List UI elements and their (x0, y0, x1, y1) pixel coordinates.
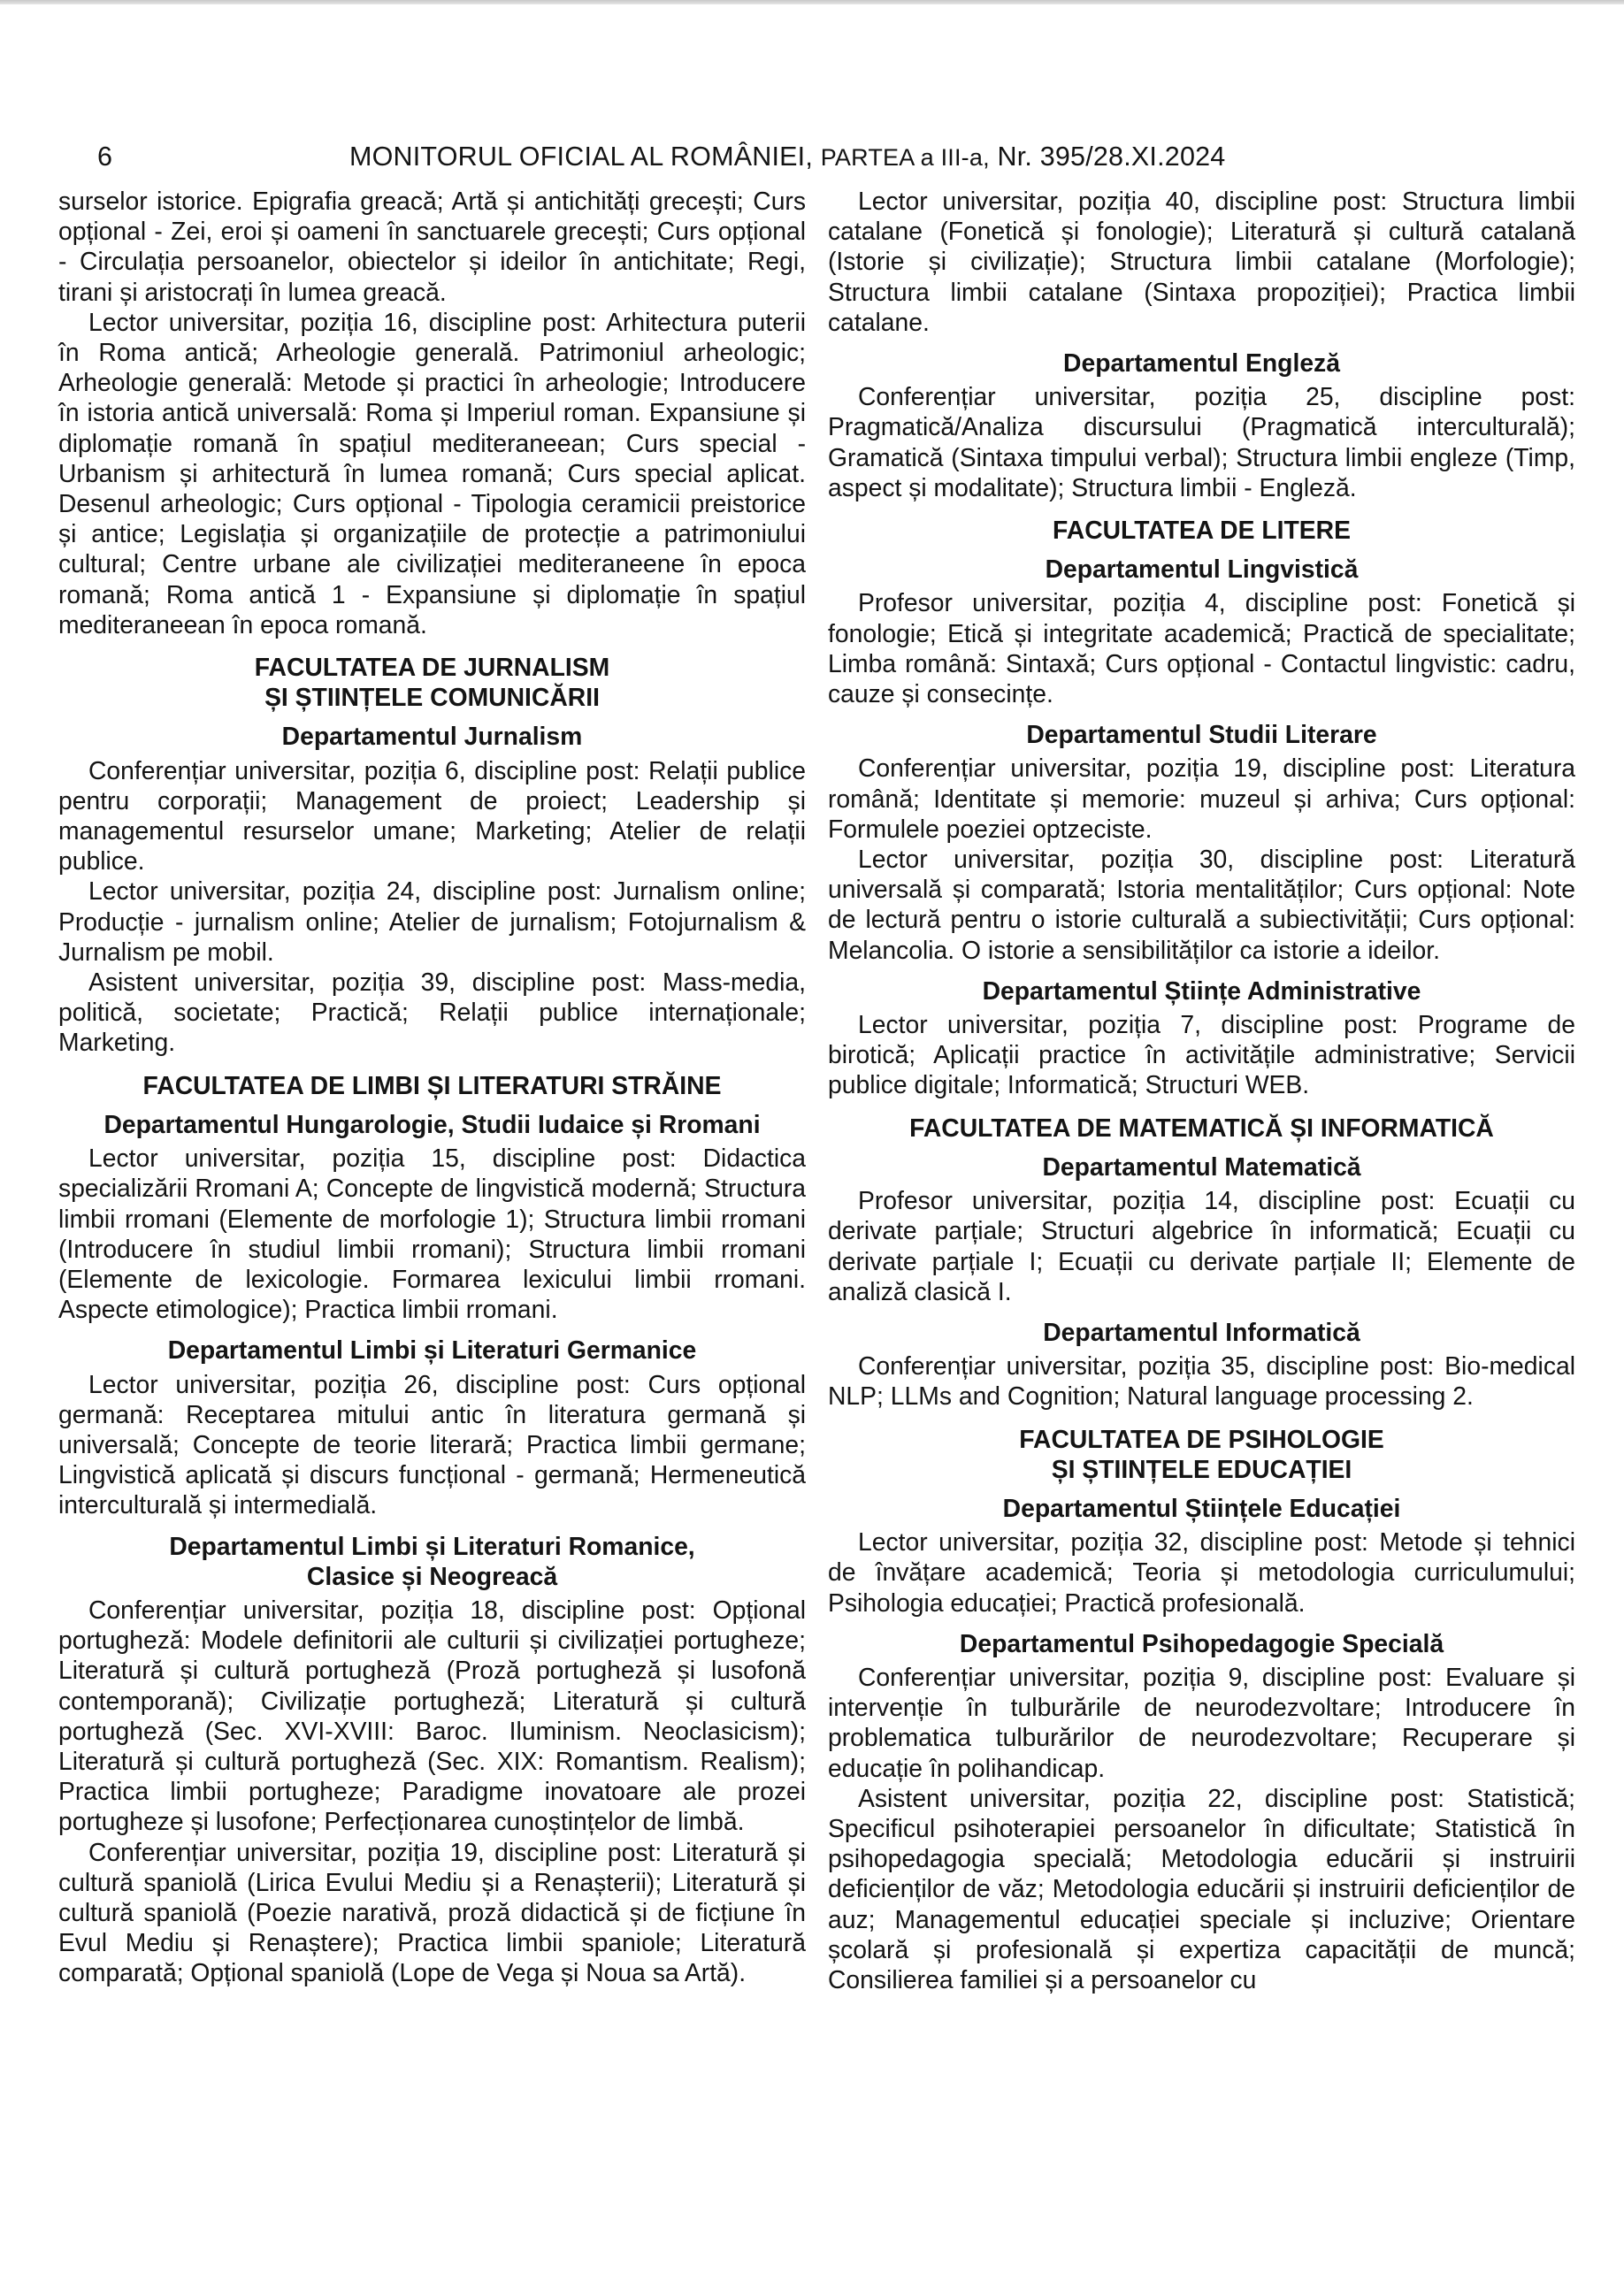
paragraph: Lector universitar, poziția 30, discipline post: Literatură universală și comparată; Istoria mentalităților; Curs opțional: Note de lectură pentru o istorie culturală a subiectivității; Curs opțional: Melancolia. O istorie a sensibilităților ca istorie a ideilor. (828, 845, 1575, 964)
department-heading: Departamentul Științe Administrative (982, 976, 1421, 1005)
department-heading: Departamentul Limbi și Literaturi Germanice (167, 1336, 697, 1365)
paragraph: Conferențiar universitar, poziția 19, discipline post: Literatura română; Identitate și memorie: muzeul și arhiva; Curs opțional: Formulele poeziei optzeciste. (828, 754, 1575, 843)
page-header (97, 137, 1548, 176)
paragraph: Conferențiar universitar, poziția 18, discipline post: Opțional portugheză: Modele definitorii ale culturii și civilizației portugheze; Literatură și cultură portugheză (Proză portugheză și lusofonă contemporană); Civilizație portugheză; Literatură și cultură portugheză (Sec. XVI-XVIII: Baroc. Iluminism. Neoclasicism); Literatură și cultură portugheză (Sec. XIX: Romantism. Realism); Practica limbii portugheze; Paradigme inovatoare ale prozei portugheze și lusofone; Perfecționarea cunoștințelor de limbă. (58, 1595, 806, 1836)
paragraph: Conferențiar universitar, poziția 35, discipline post: Bio-medical NLP; LLMs and Cognition; Natural language processing 2. (828, 1351, 1575, 1411)
top-border (0, 0, 1624, 4)
paragraph: Lector universitar, poziția 24, discipline post: Jurnalism online; Producție - jurnalism online; Atelier de jurnalism; Fotojurnalism & Jurnalism pe mobil. (58, 876, 806, 966)
faculty-heading: FACULTATEA DE PSIHOLOGIE ȘI ȘTIINȚELE EDUCAȚIEI (1019, 1424, 1384, 1483)
department-heading: Departamentul Limbi și Literaturi Romanice, Clasice și Neogreacă (169, 1531, 695, 1590)
page-number: 6 (97, 142, 112, 172)
department-heading: Departamentul Studii Literare (1026, 720, 1377, 749)
right-column (828, 186, 1575, 2220)
department-heading: Departamentul Lingvistică (1045, 555, 1359, 584)
gazette-part: PARTEA a III-a, (820, 144, 990, 171)
paragraph: Profesor universitar, poziția 4, discipline post: Fonetică și fonologie; Etică și integritate academică; Practică de specialitate; Limba română: Sintaxă; Curs opțional - Contactul lingvistic: cadru, cauze și consecințe. (828, 588, 1575, 708)
faculty-heading: FACULTATEA DE LIMBI ȘI LITERATURI STRĂINE (142, 1070, 722, 1099)
department-heading: Departamentul Engleză (1063, 348, 1340, 378)
paragraph: Profesor universitar, poziția 14, discipline post: Ecuații cu derivate parțiale; Structuri algebrice în informatică; Ecuații cu derivate parțiale I; Ecuații cu derivate parțiale II; Elemente de analiză clasică I. (828, 1186, 1575, 1305)
gazette-name: MONITORUL OFICIAL AL ROMÂNIEI, (349, 142, 814, 172)
gazette-issue: Nr. 395/28.XI.2024 (997, 142, 1226, 172)
paragraph: Asistent universitar, poziția 22, discipline post: Statistică; Specificul psihoterapiei persoanelor în dificultate; Statistică în psihopedagogia specială; Metodologia educării și instruirii deficienților de văz; Metodologia educării și instruirii deficienților de auz; Managementul educației speciale și incluzive; Orientare școlară și profesională și expertiza capacității de muncă; Consilierea familiei și a persoanelor cu (828, 1783, 1575, 1994)
paragraph: Conferențiar universitar, poziția 25, discipline post: Pragmatică/Analiza discursului (Pragmatică interculturală); Gramatică (Sintaxa timpului verbal); Structura limbii engleze (Timp, aspect și modalitate); Structura limbii - Engleză. (828, 382, 1575, 501)
paragraph: surselor istorice. Epigrafia greacă; Artă și antichități grecești; Curs opțional - Zei, eroi și oameni în sanctuarele grecești; Curs opțional - Circulația persoanelor, obiectelor și ideilor în antichitate; Regi, tirani și aristocrați în lumea greacă. (58, 187, 806, 306)
faculty-heading: FACULTATEA DE MATEMATICĂ ȘI INFORMATICĂ (909, 1113, 1494, 1142)
paragraph: Asistent universitar, poziția 39, discipline post: Mass-media, politică, societate; Practică; Relații publice internaționale; Marketing. (58, 968, 806, 1057)
left-column (58, 186, 806, 2220)
paragraph: Conferențiar universitar, poziția 19, discipline post: Literatură și cultură spaniolă (Lirica Evului Mediu și a Renașterii); Literatură și cultură spaniolă (Poezie narativă, proză didactică și de ficțiune în Evul Mediu și Renaștere); Practica limbii spaniole; Literatură comparată; Opțional spaniolă (Lope de Vega și Noua sa Artă). (58, 1837, 806, 1987)
paragraph: Conferențiar universitar, poziția 6, discipline post: Relații publice pentru corporații; Management de proiect; Leadership și managementul resurselor umane; Marketing; Atelier de relații publice. (58, 755, 806, 876)
department-heading: Departamentul Jurnalism (281, 722, 583, 751)
department-heading: Departamentul Psihopedagogie Specială (959, 1628, 1444, 1657)
department-heading: Departamentul Hungarologie, Studii Iudaice și Rromani (103, 1109, 761, 1138)
department-heading: Departamentul Științele Educației (1002, 1493, 1401, 1522)
paragraph: Lector universitar, poziția 40, discipline post: Structura limbii catalane (Fonetică și fonologie); Literatură și cultură catalană (Istorie și civilizație); Structura limbii catalane (Morfologie); Structura limbii catalane (Sintaxa propoziției); Practica limbii catalane. (828, 187, 1575, 336)
faculty-heading: FACULTATEA DE JURNALISM ȘI ȘTIINȚELE COMUNICĂRII (254, 653, 610, 712)
paragraph: Lector universitar, poziția 15, discipline post: Didactica specializării Rromani A; Concepte de lingvistică modernă; Structura limbii rromani (Elemente de morfologie 1); Structura limbii rromani (Introducere în studiul limbii rromani); Structura limbii rromani (Elemente de lexicologie. Formarea lexicului limbii rromani. Aspecte etimologice); Practica limbii rromani. (58, 1144, 806, 1324)
paragraph: Lector universitar, poziția 26, discipline post: Curs opțional germană: Receptarea mitului antic în literatura germană și universală; Concepte de teorie literară; Practica limbii germane; Lingvistică aplicată și discurs funcțional - germană; Hermeneutică interculturală și intermedială. (58, 1369, 806, 1519)
department-heading: Departamentul Informatică (1043, 1317, 1360, 1346)
paragraph: Lector universitar, poziția 16, discipline post: Arhitectura puterii în Roma antică; Arheologie generală. Patrimoniul arheologic; Arheologie generală: Metode și practici în arheologie; Introducere în istoria antică universală: Roma și Imperiul roman. Expansiune și diplomație romană în spațiul mediteraneean; Curs special - Urbanism și arhitectură în lumea romană; Curs special aplicat. Desenul arheologic; Curs opțional - Tipologia ceramicii preistorice și antice; Legislația și organizațiile de protecție a patrimoniului cultural; Centre urbane ale civilizației mediteraneene în epoca romană; Roma antică 1 - Expansiune și diplomație în spațiul mediteraneean în epoca romană. (58, 307, 806, 639)
paragraph: Conferențiar universitar, poziția 9, discipline post: Evaluare și intervenție în tulburările de neurodezvoltare; Introducere în problematica tulburărilor de neurodezvoltare; Recuperare și educație în polihandicap. (828, 1662, 1575, 1782)
publication-title (349, 137, 1225, 177)
paragraph: Lector universitar, poziția 32, discipline post: Metode și tehnici de învățare academică; Teoria și metodologia curriculumului; Psihologia educației; Practică profesională. (828, 1527, 1575, 1617)
department-heading: Departamentul Matematică (1042, 1152, 1361, 1181)
paragraph: Lector universitar, poziția 7, discipline post: Programe de birotică; Aplicații practice în activitățile administrative; Servicii publice digitale; Informatică; Structuri WEB. (828, 1010, 1575, 1099)
faculty-heading: FACULTATEA DE LITERE (1053, 516, 1351, 545)
